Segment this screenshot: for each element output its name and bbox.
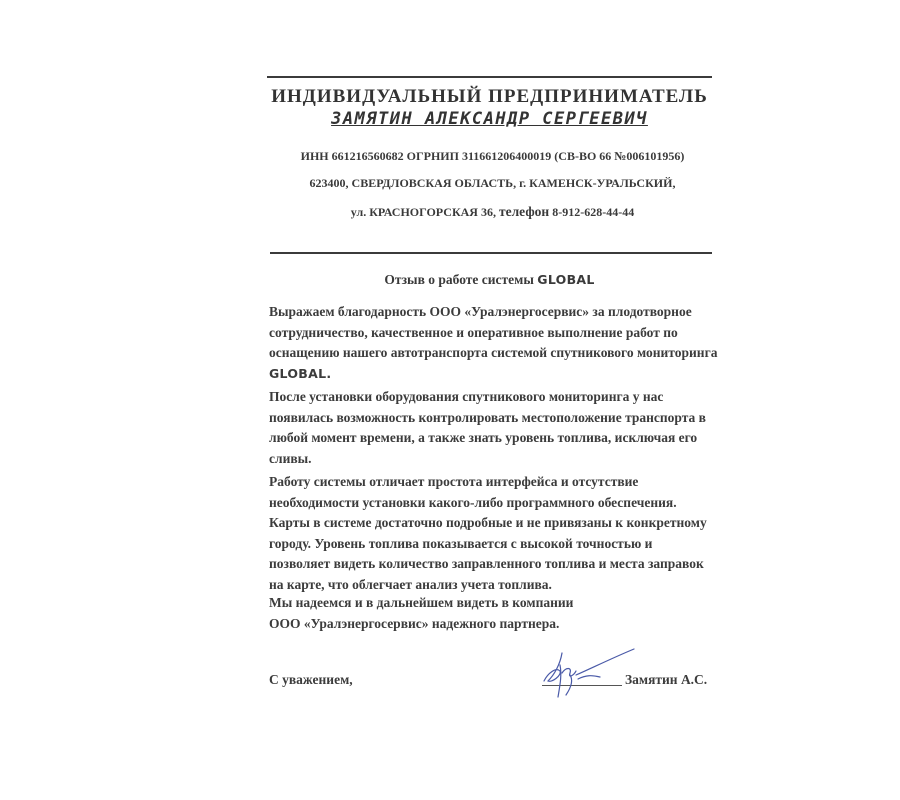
letterhead-address-line1: 623400, СВЕРДЛОВСКАЯ ОБЛАСТЬ, г. КАМЕНСК-УРАЛЬСКИЙ, bbox=[309, 176, 676, 190]
paragraph-line: появилась возможность контролировать местоположение транспорта в bbox=[269, 409, 706, 425]
subject-text: Отзыв о работе системы bbox=[384, 272, 534, 287]
paragraph-line: сливы. bbox=[269, 450, 312, 466]
paragraph-capabilities bbox=[269, 387, 719, 469]
paragraph-line: Работу системы отличает простота интерфейса и отсутствие bbox=[269, 474, 639, 489]
paragraph-line: необходимости установки какого-либо программного обеспечения. bbox=[269, 494, 677, 510]
paragraph-line: Выражаем благодарность ООО «Уралэнергосервис» за плодотворное bbox=[269, 304, 692, 319]
paragraph-line: оснащению нашего автотранспорта системой спутникового мониторинга bbox=[269, 345, 718, 360]
paragraph-features bbox=[269, 472, 719, 595]
paragraph-line: Карты в системе достаточно подробные и не привязаны к конкретному bbox=[269, 515, 707, 530]
paragraph-line: любой момент времени, а также знать уровень топлива, исключая его bbox=[269, 430, 698, 445]
phone-number: 8-912-628-44-44 bbox=[552, 205, 635, 219]
letterhead-name: ЗАМЯТИН АЛЕКСАНДР СЕРГЕЕВИЧ bbox=[331, 109, 648, 129]
subject-system-name: GLOBAL bbox=[537, 272, 595, 287]
paragraph-partnership bbox=[269, 593, 719, 634]
letterhead-top-rule bbox=[267, 76, 712, 78]
letterhead-title: ИНДИВИДУАЛЬНЫЙ ПРЕДПРИНИМАТЕЛЬ bbox=[271, 86, 708, 107]
letterhead-address-line2 bbox=[260, 204, 725, 220]
paragraph-line: городу. Уровень топлива показывается с высокой точностью и bbox=[269, 535, 653, 551]
paragraph-gratitude bbox=[269, 302, 719, 384]
phone-label: телефон bbox=[498, 204, 550, 219]
paragraph-line: Мы надеемся и в дальнейшем видеть в компании bbox=[269, 595, 574, 610]
signer-name: Замятин А.С. bbox=[625, 672, 708, 687]
paragraph-line: позволяет видеть количество заправленного топлива и места заправок bbox=[269, 556, 704, 571]
paragraph-line: ООО «Уралэнергосервис» надежного партнера. bbox=[269, 615, 560, 631]
paragraph-line: После установки оборудования спутникового мониторинга у нас bbox=[269, 389, 664, 404]
paragraph-line: GLOBAL. bbox=[269, 365, 332, 381]
closing-regards: С уважением, bbox=[269, 672, 353, 687]
letter-subject bbox=[267, 272, 712, 288]
paragraph-line: на карте, что облегчает анализ учета топлива. bbox=[269, 576, 552, 592]
paragraph-line: сотрудничество, качественное и оперативное выполнение работ по bbox=[269, 324, 678, 340]
street-address: ул. КРАСНОГОРСКАЯ 36, bbox=[350, 205, 496, 219]
letterhead-bottom-rule bbox=[270, 252, 712, 254]
letterhead-registration: ИНН 661216560682 ОГРНИП 311661206400019 (СВ-ВО 66 №006101956) bbox=[300, 149, 685, 163]
signature-stroke bbox=[544, 649, 634, 697]
